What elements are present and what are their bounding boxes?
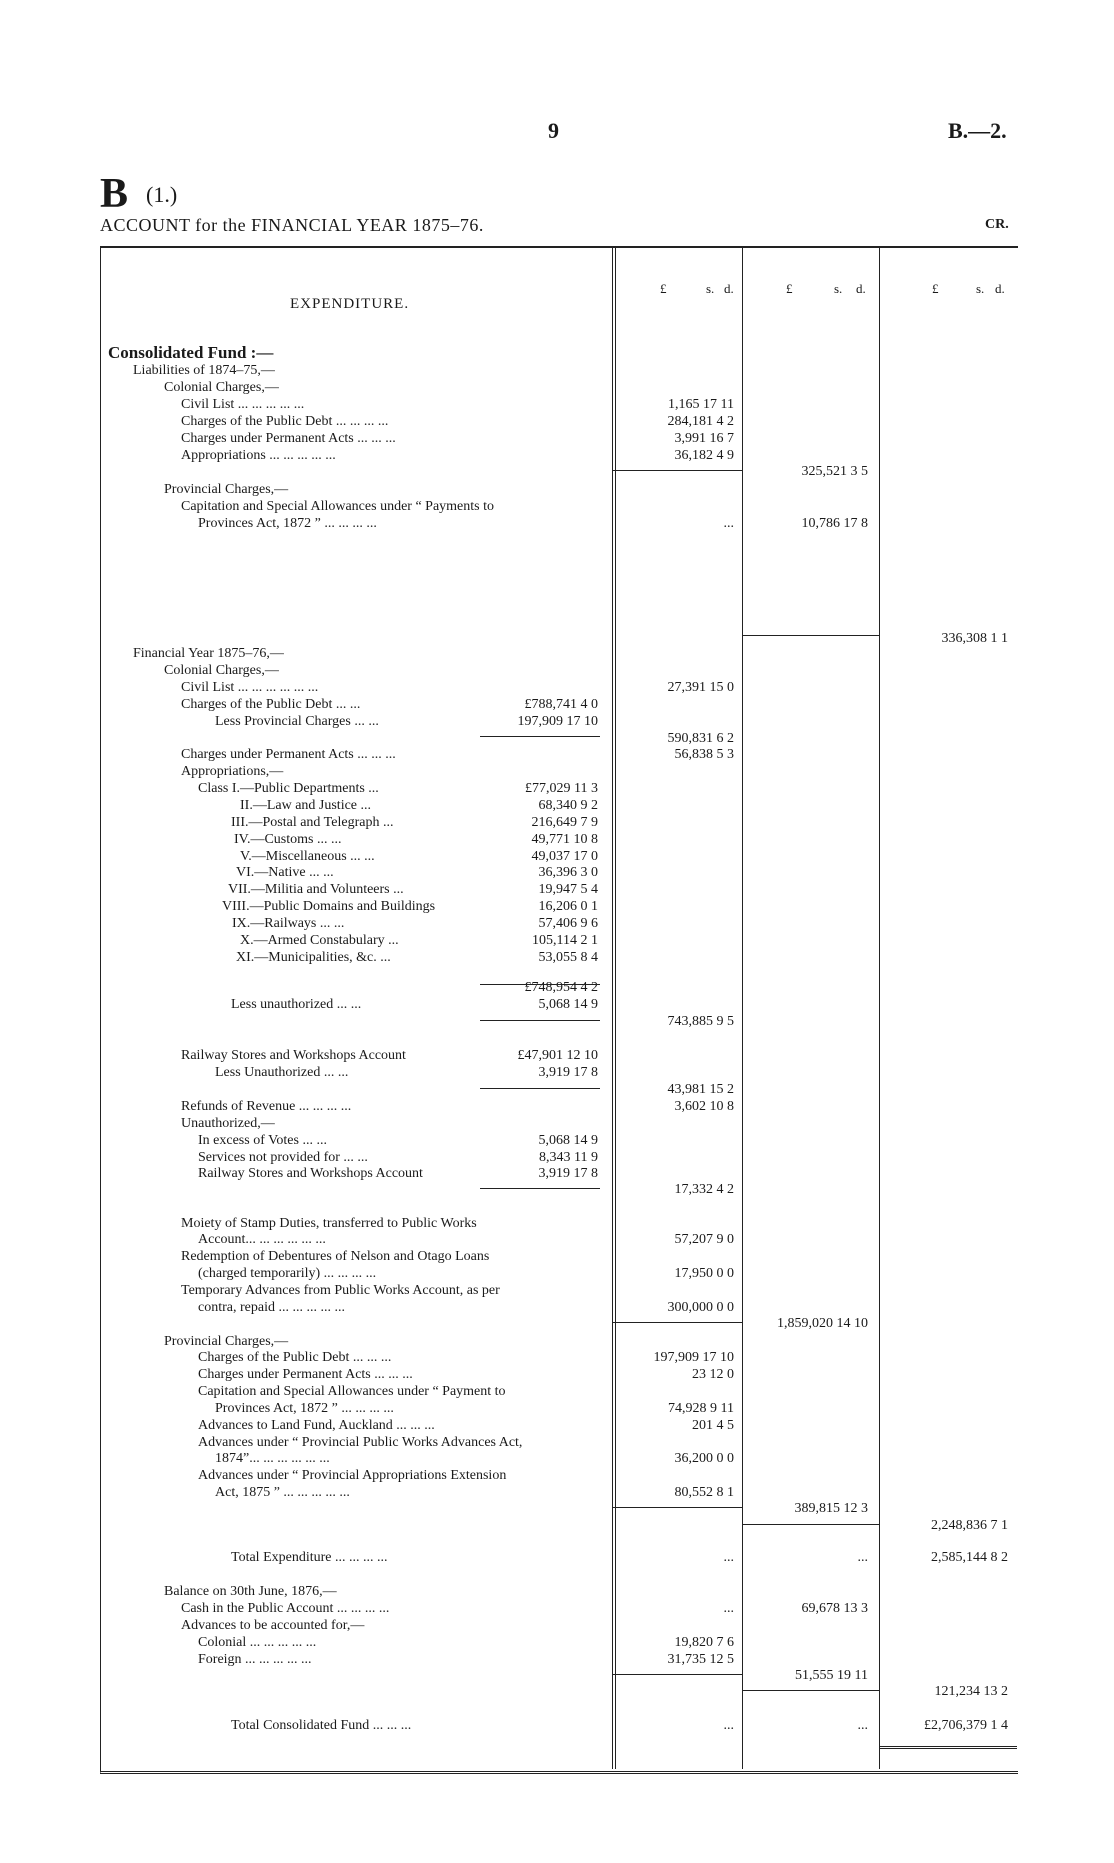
amount-c1: 201 4 5 (692, 1418, 734, 1433)
col1-shilling-header: s. (706, 281, 715, 296)
inner-amount: 216,649 7 9 (531, 815, 598, 830)
row-label: Cash in the Public Account ... ... ... ... (181, 1601, 390, 1616)
subtotal-rule (742, 1690, 879, 1691)
subtotal-rule (612, 1322, 742, 1323)
amount-c1: 56,838 5 3 (674, 747, 734, 762)
inner-amount: 49,771 10 8 (531, 832, 598, 847)
row-label: Advances under “ Provincial Public Works Advances Act, (198, 1435, 523, 1450)
amount-c1: 300,000 0 0 (667, 1300, 734, 1315)
amount-c2: 1,859,020 14 10 (777, 1316, 868, 1331)
row-label: IX.—Railways ... ... (232, 916, 345, 931)
subtotal-rule (742, 635, 879, 636)
row-label: Refunds of Revenue ... ... ... ... (181, 1099, 352, 1114)
amount-c1: 36,182 4 9 (674, 448, 734, 463)
row-label: Charges of the Public Debt ... ... (181, 697, 361, 712)
inner-amount: 3,919 17 8 (538, 1065, 598, 1080)
inner-amount: £47,901 12 10 (517, 1048, 598, 1063)
column-rule (742, 246, 743, 1769)
inner-amount: 3,919 17 8 (538, 1166, 598, 1181)
inner-amount: 68,340 9 2 (538, 798, 598, 813)
account-title: ACCOUNT for the FINANCIAL YEAR 1875–76. (100, 215, 484, 235)
subtotal-rule (612, 1507, 742, 1508)
row-label: Capitation and Special Allowances under “ Payment to (198, 1384, 506, 1399)
row-label: 1874”... ... ... ... ... ... (215, 1451, 330, 1466)
col3-shilling-header: s. (976, 281, 985, 296)
column-rule-double (615, 246, 616, 1769)
row-label: Account... ... ... ... ... ... (198, 1232, 326, 1247)
amount-c2: ... (857, 1550, 868, 1565)
subtotal-rule (480, 1088, 600, 1089)
section-number: (1.) (146, 182, 178, 207)
row-label: Services not provided for ... ... (198, 1150, 368, 1165)
row-label: Charges of the Public Debt ... ... ... (198, 1350, 392, 1365)
row-label: Temporary Advances from Public Works Account, as per (181, 1283, 500, 1298)
amount-c1: 57,207 9 0 (674, 1232, 734, 1247)
amount-c1: 31,735 12 5 (667, 1652, 734, 1667)
row-label: Less Provincial Charges ... ... (215, 714, 379, 729)
col3-pound-header: £ (932, 281, 939, 296)
grand-total-rule (879, 1746, 1017, 1749)
row-label: Charges of the Public Debt ... ... ... ... (181, 414, 389, 429)
amount-c1: 74,928 9 11 (668, 1401, 734, 1416)
amount-c1: 36,200 0 0 (674, 1451, 734, 1466)
row-label: Railway Stores and Workshops Account (181, 1048, 406, 1063)
subtotal-rule (480, 1188, 600, 1189)
row-label: Unauthorized,— (181, 1116, 275, 1131)
subtotal-rule (742, 1524, 879, 1525)
amount-c1: ... (723, 1550, 734, 1565)
inner-amount: 49,037 17 0 (531, 849, 598, 864)
row-label: Appropriations ... ... ... ... ... (181, 448, 336, 463)
amount-c1: 3,991 16 7 (674, 431, 734, 446)
row-label: Civil List ... ... ... ... ... (181, 397, 305, 412)
col1-pence-header: d. (724, 281, 734, 296)
row-label: Appropriations,— (181, 764, 284, 779)
row-label: X.—Armed Constabulary ... (240, 933, 399, 948)
row-label: VI.—Native ... ... (236, 865, 334, 880)
amount-c2: 10,786 17 8 (801, 516, 868, 531)
row-label: Class I.—Public Departments ... (198, 781, 379, 796)
col1-pound-header: £ (660, 281, 667, 296)
credit-side-label: CR. (985, 217, 1009, 232)
inner-amount: 5,068 14 9 (538, 997, 598, 1012)
row-label: Moiety of Stamp Duties, transferred to Public Works (181, 1216, 477, 1231)
amount-c1: 590,831 6 2 (667, 731, 734, 746)
row-label: Colonial Charges,— (164, 380, 279, 395)
row-label: Less unauthorized ... ... (231, 997, 362, 1012)
row-label: II.—Law and Justice ... (240, 798, 372, 813)
page-number: 9 (548, 118, 559, 143)
inner-amount: 8,343 11 9 (539, 1150, 598, 1165)
amount-c1: 284,181 4 2 (667, 414, 734, 429)
amount-c1: ... (723, 516, 734, 531)
row-label: Redemption of Debentures of Nelson and Otago Loans (181, 1249, 490, 1264)
row-label: Total Consolidated Fund ... ... ... (231, 1718, 412, 1733)
amount-c2: 69,678 13 3 (801, 1601, 868, 1616)
inner-amount: 19,947 5 4 (538, 882, 598, 897)
column-rule (612, 246, 613, 1769)
row-label: Less Unauthorized ... ... (215, 1065, 349, 1080)
col2-pound-header: £ (786, 281, 793, 296)
row-label: Charges under Permanent Acts ... ... ... (181, 747, 396, 762)
row-label: Colonial ... ... ... ... ... (198, 1635, 317, 1650)
row-label: Financial Year 1875–76,— (133, 646, 284, 661)
section-letter: B (100, 171, 129, 217)
row-label: Provincial Charges,— (164, 1334, 289, 1349)
row-label: Foreign ... ... ... ... ... (198, 1652, 312, 1667)
row-label: Provincial Charges,— (164, 482, 289, 497)
amount-c1: 1,165 17 11 (668, 397, 734, 412)
amount-c3: 121,234 13 2 (934, 1684, 1008, 1699)
inner-amount: 16,206 0 1 (538, 899, 598, 914)
row-label: Total Expenditure ... ... ... ... (231, 1550, 388, 1565)
row-label: IV.—Customs ... ... (234, 832, 342, 847)
row-label: III.—Postal and Telegraph ... (231, 815, 394, 830)
amount-c3: 336,308 1 1 (941, 631, 1008, 646)
amount-c1: 27,391 15 0 (667, 680, 734, 695)
col2-shilling-header: s. (834, 281, 843, 296)
row-label: Railway Stores and Workshops Account (198, 1166, 423, 1181)
amount-c1: 743,885 9 5 (667, 1014, 734, 1029)
subtotal-rule (612, 470, 742, 471)
row-label: Balance on 30th June, 1876,— (164, 1584, 337, 1599)
row-label: Liabilities of 1874–75,— (133, 363, 275, 378)
amount-c3: 2,248,836 7 1 (931, 1518, 1008, 1533)
amount-c3: 2,585,144 8 2 (931, 1550, 1008, 1565)
row-label: Colonial Charges,— (164, 663, 279, 678)
row-label: V.—Miscellaneous ... ... (240, 849, 375, 864)
amount-c2: ... (857, 1718, 868, 1733)
row-label: XI.—Municipalities, &c. ... (236, 950, 391, 965)
row-label: contra, repaid ... ... ... ... ... (198, 1300, 345, 1315)
amount-c1: ... (723, 1718, 734, 1733)
amount-c3: £2,706,379 1 4 (924, 1718, 1008, 1733)
row-label: Act, 1875 ” ... ... ... ... ... (215, 1485, 350, 1500)
row-label: Capitation and Special Allowances under “ Payments to (181, 499, 494, 514)
amount-c2: 51,555 19 11 (795, 1668, 868, 1683)
row-label: In excess of Votes ... ... (198, 1133, 327, 1148)
row-label: Charges under Permanent Acts ... ... ... (181, 431, 396, 446)
inner-amount: 197,909 17 10 (517, 714, 598, 729)
inner-amount: £748,954 4 2 (524, 980, 598, 995)
col2-pence-header: d. (856, 281, 866, 296)
amount-c2: 325,521 3 5 (801, 464, 868, 479)
subtotal-rule (612, 1674, 742, 1675)
row-label: Advances under “ Provincial Appropriations Extension (198, 1468, 507, 1483)
amount-c1: 3,602 10 8 (674, 1099, 734, 1114)
expenditure-heading: EXPENDITURE. (290, 296, 410, 312)
row-label: Provinces Act, 1872 ” ... ... ... ... (198, 516, 377, 531)
subtotal-rule (480, 736, 600, 737)
amount-c1: 17,950 0 0 (674, 1266, 734, 1281)
inner-amount: 105,114 2 1 (532, 933, 598, 948)
inner-amount: 53,055 8 4 (538, 950, 598, 965)
amount-c1: 23 12 0 (692, 1367, 734, 1382)
row-label: Advances to Land Fund, Auckland ... ... ... (198, 1418, 435, 1433)
amount-c1: 197,909 17 10 (653, 1350, 734, 1365)
row-label: Advances to be accounted for,— (181, 1618, 365, 1633)
row-label: VII.—Militia and Volunteers ... (228, 882, 404, 897)
row-label: Provinces Act, 1872 ” ... ... ... ... (215, 1401, 394, 1416)
row-label: Civil List ... ... ... ... ... ... (181, 680, 319, 695)
inner-amount: 36,396 3 0 (538, 865, 598, 880)
inner-amount: 57,406 9 6 (538, 916, 598, 931)
amount-c1: 17,332 4 2 (674, 1182, 734, 1197)
col3-pence-header: d. (995, 281, 1005, 296)
amount-c1: ... (723, 1601, 734, 1616)
row-label: (charged temporarily) ... ... ... ... (198, 1266, 377, 1281)
column-rule (879, 246, 880, 1769)
inner-amount: £788,741 4 0 (524, 697, 598, 712)
amount-c1: 43,981 15 2 (667, 1082, 734, 1097)
row-label: Consolidated Fund :— (108, 343, 274, 362)
document-reference: B.—2. (948, 118, 1007, 143)
amount-c1: 19,820 7 6 (674, 1635, 734, 1650)
subtotal-rule (480, 1020, 600, 1021)
row-label: Charges under Permanent Acts ... ... ... (198, 1367, 413, 1382)
amount-c2: 389,815 12 3 (794, 1501, 868, 1516)
subtotal-rule (480, 984, 600, 985)
inner-amount: £77,029 11 3 (525, 781, 598, 796)
amount-c1: 80,552 8 1 (674, 1485, 734, 1500)
row-label: VIII.—Public Domains and Buildings (222, 899, 436, 914)
inner-amount: 5,068 14 9 (538, 1133, 598, 1148)
